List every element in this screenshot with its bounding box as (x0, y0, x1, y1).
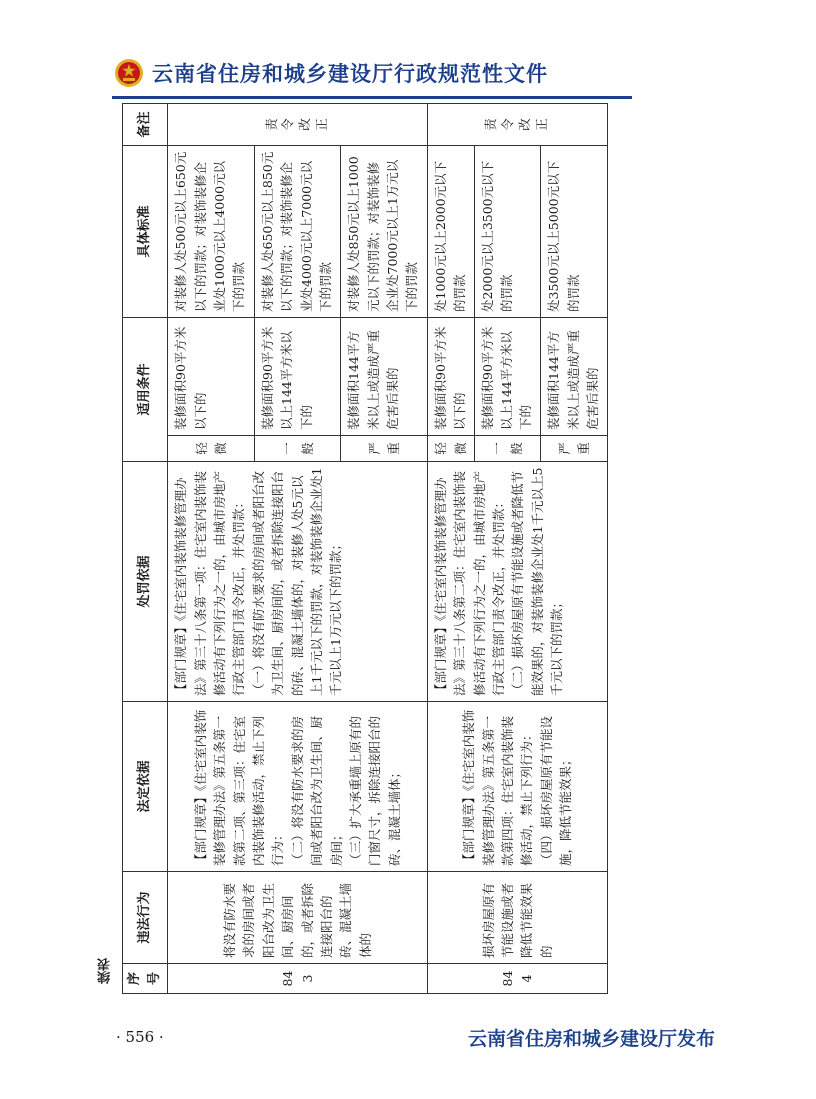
standard-cell: 处3500元以上5000元以下的罚款 (541, 145, 608, 317)
note-text: 责令改正 (263, 118, 330, 131)
condition-cell: 装修面积90平方米以上144平方米以下的 (254, 317, 341, 435)
note-cell (427, 103, 607, 145)
penalty-basis-cell (427, 462, 607, 702)
legal-basis-cell (168, 702, 428, 872)
condition-cell: 装修面积90平方米以上144平方米以下的 (474, 317, 541, 435)
condition-cell: 装修面积90平方米以下的 (427, 317, 474, 435)
seq-cell: 844 (427, 964, 607, 994)
standard-cell: 对装修人处650元以上850元以下的罚款；对装饰装修企业处4000元以上7000元以下的罚款 (254, 145, 341, 317)
legal-basis-text: 【部门规章】《住宅室内装饰装修管理办法》第五条第一款第二项、第三项：住宅室内装饰装修活动，禁止下列行为： (192, 709, 286, 866)
standard-cell: 对装修人处500元以上650元以下的罚款；对装饰装修企业处1000元以上4000元以下的罚款 (168, 145, 255, 317)
page-number: · 556 · (116, 1028, 164, 1046)
col-header-note: 备注 (123, 103, 168, 145)
severity-level-cell: 严重 (541, 436, 608, 462)
table-row (168, 103, 255, 993)
legal-basis-text: 【部门规章】《住宅室内装饰装修管理办法》第五条第一款第四项：住宅室内装饰装修活动，禁止下列行为： (461, 709, 535, 866)
penalty-basis-text: （一）将没有防水要求的房间或者阳台改为卫生间、厨房间的，或者拆除连接阳台的砖、混凝土墙体的，对装修人处5元以上1千元以下的罚款，对装饰装修企业处1千元以上1万元以下的罚款； (250, 467, 344, 696)
publisher-label: 云南省住房和城乡建设厅发布 (468, 1028, 716, 1050)
seq-cell: 843 (168, 964, 428, 994)
col-header-seq: 序号 (123, 964, 168, 994)
legal-basis-text: （四）损坏房屋原有节能设施，降低节能效果； (538, 715, 574, 866)
col-header-standard: 具体标准 (123, 145, 168, 317)
severity-level-cell: 一般 (254, 436, 341, 462)
national-emblem-icon (114, 58, 144, 88)
violation-cell: 将没有防水要求的房间或者阳台改为卫生间、厨房间的，或者拆除连接阳台的砖、混凝土墙体的 (168, 872, 428, 964)
violation-cell: 损坏房屋原有节能设施或者降低节能效果的 (427, 872, 607, 964)
page-header (112, 52, 712, 96)
penalty-basis-text: 【部门规章】《住宅室内装饰装修管理办法》第三十八条第二项：住宅室内装饰装修活动有下列行为之一的，由城市房地产行政主管部门责令改正，并处罚款： (432, 470, 506, 696)
note-text: 责令改正 (483, 118, 550, 131)
col-header-legal-basis: 法定依据 (123, 702, 168, 872)
col-header-conditions: 适用条件 (123, 317, 168, 461)
penalty-basis-cell (168, 462, 428, 702)
document-series-title: 云南省住房和城乡建设厅行政规范性文件 (152, 62, 548, 86)
condition-cell: 装修面积90平方米以下的 (168, 317, 255, 435)
penalty-standard-table (122, 103, 608, 994)
rotated-table-wrapper (122, 104, 608, 994)
penalty-basis-text: （二）损坏房屋原有节能设施或者降低节能效果的，对装饰装修企业处1千元以上5千元以下的罚款； (510, 467, 565, 696)
table-row (427, 103, 474, 993)
standard-cell: 处2000元以上3500元以下的罚款 (474, 145, 541, 317)
penalty-basis-text: 【部门规章】《住宅室内装饰装修管理办法》第三十八条第一项：住宅室内装饰装修活动有下列行为之一的，由城市房地产行政主管部门责令改正，并处罚款： (173, 470, 247, 696)
legal-basis-text: （二）将没有防水要求的房间或者阳台改为卫生间、厨房间； (289, 715, 344, 866)
note-cell (168, 103, 428, 145)
table-header-row (123, 103, 168, 993)
continued-label: 续表 (98, 958, 113, 984)
condition-cell: 装修面积144平方米以上或造成严重危害后果的 (341, 317, 428, 435)
standard-cell: 处1000元以上2000元以下的罚款 (427, 145, 474, 317)
standard-cell: 对装修人处850元以上1000元以下的罚款；对装饰装修企业处7000元以上1万元以下的罚款 (341, 145, 428, 317)
severity-level-cell: 一般 (474, 436, 541, 462)
col-header-penalty-basis: 处罚依据 (123, 462, 168, 702)
header-rule (112, 96, 632, 99)
col-header-violation: 违法行为 (123, 872, 168, 964)
legal-basis-cell (427, 702, 607, 872)
severity-level-cell: 严重 (341, 436, 428, 462)
condition-cell: 装修面积144平方米以上或造成严重危害后果的 (541, 317, 608, 435)
legal-basis-text: （三）扩大承重墙上原有的门窗尺寸，拆除连接阳台的砖、混凝土墙体； (347, 715, 402, 866)
severity-level-cell: 轻微 (168, 436, 255, 462)
severity-level-cell: 轻微 (427, 436, 474, 462)
